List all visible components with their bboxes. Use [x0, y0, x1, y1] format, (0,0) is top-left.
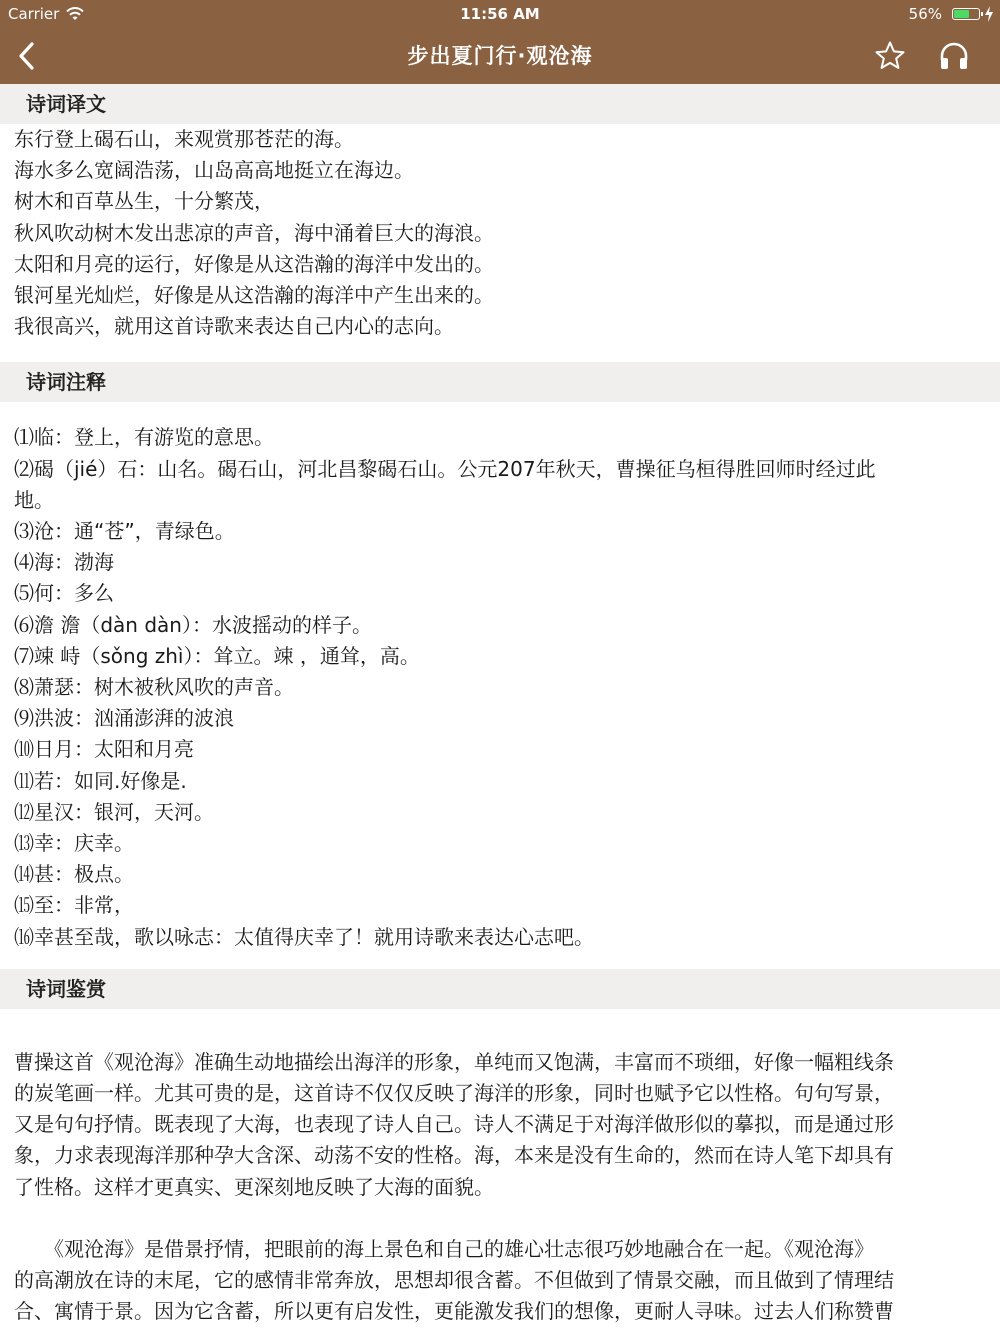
status-time: 11:56 AM — [460, 5, 540, 23]
appreciation-paragraph-2 — [0, 1234, 1000, 1328]
note-line: ⒂至：非常， — [14, 893, 134, 918]
page-title: 步出夏门行·观沧海 — [407, 44, 593, 68]
note-line: ⑽日月：太阳和月亮 — [14, 737, 194, 762]
translation-text — [0, 124, 1000, 342]
section-header-translation: 诗词译文 — [0, 84, 1000, 124]
nav-bar — [0, 28, 1000, 84]
text-line: 象，力求表现海洋那种孕大含深、动荡不安的性格。海，本来是没有生命的，然而在诗人笔下却具有 — [14, 1143, 894, 1168]
text-line: 东行登上碣石山，来观赏那苍茫的海。 — [14, 127, 354, 151]
text-line: 又是句句抒情。既表现了大海，也表现了诗人自己。诗人不满足于对海洋做形似的摹拟，而是通过形 — [14, 1112, 894, 1137]
battery-icon — [952, 8, 980, 20]
note-line: ⑷海：渤海 — [14, 550, 114, 575]
top-bar — [0, 0, 1000, 84]
note-line: ⑾若：如同.好像是. — [14, 768, 187, 793]
battery-percent: 56% — [908, 5, 942, 23]
note-line: ⒀幸：庆幸。 — [14, 831, 134, 856]
note-line: ⑺竦 峙（sǒng zhì）：耸立。竦 ，通耸，高。 — [14, 643, 420, 668]
note-line: ⑼洪波：汹涌澎湃的波浪 — [14, 706, 234, 731]
note-line: ⑹澹 澹（dàn dàn）：水波摇动的样子。 — [14, 612, 372, 637]
star-outline-icon — [874, 40, 906, 72]
favorite-button[interactable] — [870, 36, 910, 76]
text-line: 银河星光灿烂，好像是从这浩瀚的海洋中产生出来的。 — [14, 283, 494, 308]
text-line: 《观沧海》是借景抒情，把眼前的海上景色和自己的雄心壮志很巧妙地融合在一起。《观沧海》 — [14, 1236, 874, 1261]
text-line: 太阳和月亮的运行，好像是从这浩瀚的海洋中发出的。 — [14, 251, 494, 276]
notes-text — [0, 422, 1000, 952]
content-scroll[interactable] — [0, 84, 1000, 1328]
charging-bolt-icon — [984, 6, 994, 22]
battery-fill — [954, 10, 969, 18]
text-line: 树木和百草丛生，十分繁茂， — [14, 189, 274, 214]
note-line: 地。 — [14, 487, 54, 512]
text-line: 海水多么宽阔浩荡，山岛高高地挺立在海边。 — [14, 158, 414, 183]
note-line: ⑴临：登上，有游览的意思。 — [14, 425, 274, 450]
note-line: ⑵碣（jié）石：山名。碣石山，河北昌黎碣石山。公元207年秋天，曹操征乌桓得胜回师时经过此 — [14, 456, 876, 481]
note-line: ⑸何：多么 — [14, 581, 114, 606]
text-line: 的高潮放在诗的末尾，它的感情非常奔放，思想却很含蓄。不但做到了情景交融，而且做到了情理结 — [14, 1268, 894, 1293]
text-line: 的炭笔画一样。尤其可贵的是，这首诗不仅仅反映了海洋的形象，同时也赋予它以性格。句句写景， — [14, 1081, 894, 1106]
audio-button[interactable] — [934, 36, 974, 76]
headphones-icon — [938, 40, 970, 72]
note-line: ⑿星汉：银河，天河。 — [14, 799, 214, 824]
note-line: ⑶沧：通“苍”，青绿色。 — [14, 519, 235, 544]
text-line: 合、寓情于景。因为它含蓄，所以更有启发性，更能激发我们的想像，更耐人寻味。过去人们称赞曹 — [14, 1299, 894, 1324]
appreciation-paragraph-1 — [0, 1047, 1000, 1203]
note-line: ⑻萧瑟：树木被秋风吹的声音。 — [14, 675, 294, 700]
text-line: 我很高兴，就用这首诗歌来表达自己内心的志向。 — [14, 314, 454, 339]
status-bar — [0, 0, 1000, 28]
text-line: 曹操这首《观沧海》准确生动地描绘出海洋的形象，单纯而又饱满，丰富而不琐细，好像一幅粗线条 — [14, 1049, 894, 1074]
note-line: ⒁甚：极点。 — [14, 862, 134, 887]
text-line: 了性格。这样才更真实、更深刻地反映了大海的面貌。 — [14, 1174, 494, 1199]
section-header-appreciation: 诗词鉴赏 — [0, 969, 1000, 1009]
section-header-notes: 诗词注释 — [0, 362, 1000, 402]
carrier-label: Carrier — [8, 5, 60, 23]
note-line: ⒃幸甚至哉，歌以咏志：太值得庆幸了！就用诗歌来表达心志吧。 — [14, 924, 594, 949]
text-line: 秋风吹动树木发出悲凉的声音，海中涌着巨大的海浪。 — [14, 220, 494, 245]
